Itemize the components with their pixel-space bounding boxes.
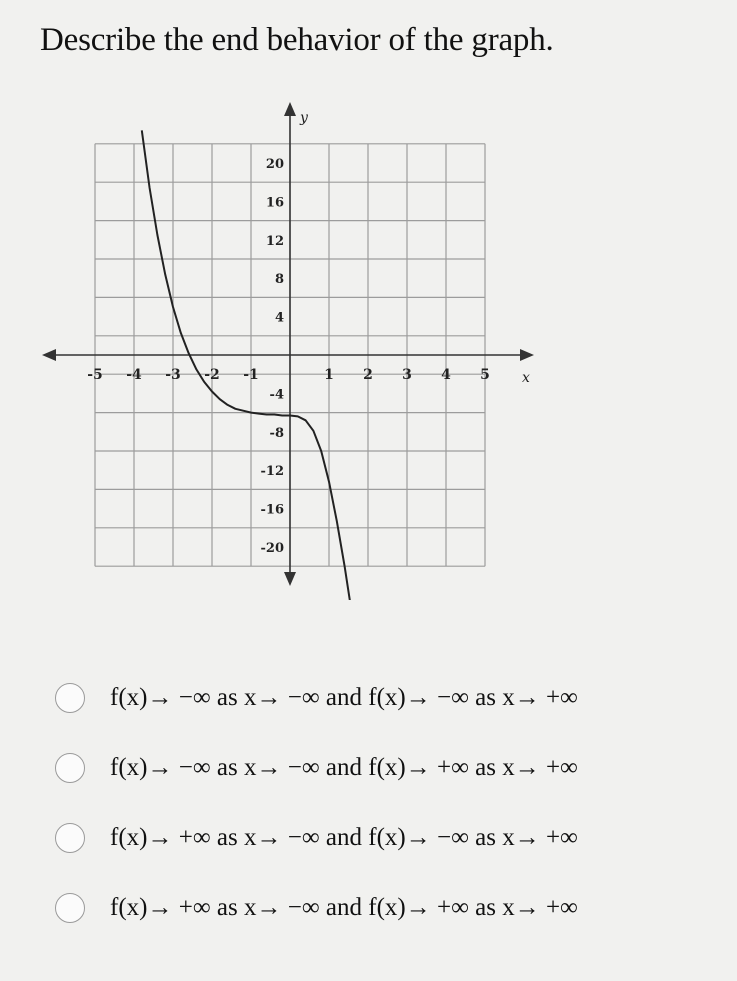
x-axis-arrow-left (42, 349, 56, 361)
radio-button[interactable] (55, 683, 85, 713)
y-tick-label: -20 (260, 541, 284, 556)
x-axis-label: x (522, 370, 530, 386)
choice-label: f(x)→ −∞ as x→ −∞ and f(x)→ +∞ as x→ +∞ (110, 754, 578, 781)
y-tick-label: 20 (265, 157, 284, 172)
graph (30, 90, 550, 604)
y-tick-label: -12 (260, 464, 284, 480)
x-axis-arrow-right (520, 349, 534, 361)
y-axis-arrow-up (284, 102, 296, 116)
answer-choice-3[interactable] (55, 820, 578, 856)
answer-choice-2[interactable] (55, 750, 578, 786)
answer-choices (55, 680, 578, 960)
x-tick-label: -3 (165, 367, 181, 383)
y-tick-label: -8 (269, 425, 284, 441)
answer-choice-1[interactable] (55, 680, 578, 716)
y-tick-label: 12 (265, 233, 284, 249)
y-tick-label: -16 (260, 502, 284, 518)
y-tick-label: 8 (274, 272, 284, 288)
x-tick-label: 4 (441, 367, 451, 383)
radio-button[interactable] (55, 893, 85, 923)
x-tick-label: 5 (480, 367, 490, 383)
x-tick-label: 3 (402, 367, 412, 383)
question-text: Describe the end behavior of the graph. (40, 22, 554, 58)
choice-label: f(x)→ −∞ as x→ −∞ and f(x)→ −∞ as x→ +∞ (110, 684, 578, 711)
chart-svg (30, 90, 550, 600)
y-axis-label: y (300, 110, 308, 126)
radio-button[interactable] (55, 753, 85, 783)
x-tick-label: -1 (243, 367, 259, 383)
x-tick-label: 1 (324, 367, 334, 383)
y-tick-label: 4 (274, 310, 284, 326)
y-tick-label: -4 (269, 387, 284, 403)
x-tick-label: 2 (363, 367, 373, 383)
choice-label: f(x)→ +∞ as x→ −∞ and f(x)→ −∞ as x→ +∞ (110, 824, 578, 851)
x-tick-label: -5 (87, 367, 103, 383)
y-axis-arrow-down (284, 572, 296, 586)
answer-choice-4[interactable] (55, 890, 578, 926)
radio-button[interactable] (55, 823, 85, 853)
y-tick-label: 16 (265, 195, 284, 211)
choice-label: f(x)→ +∞ as x→ −∞ and f(x)→ +∞ as x→ +∞ (110, 894, 578, 921)
x-tick-label: -4 (126, 367, 142, 383)
x-tick-label: -2 (204, 367, 220, 383)
